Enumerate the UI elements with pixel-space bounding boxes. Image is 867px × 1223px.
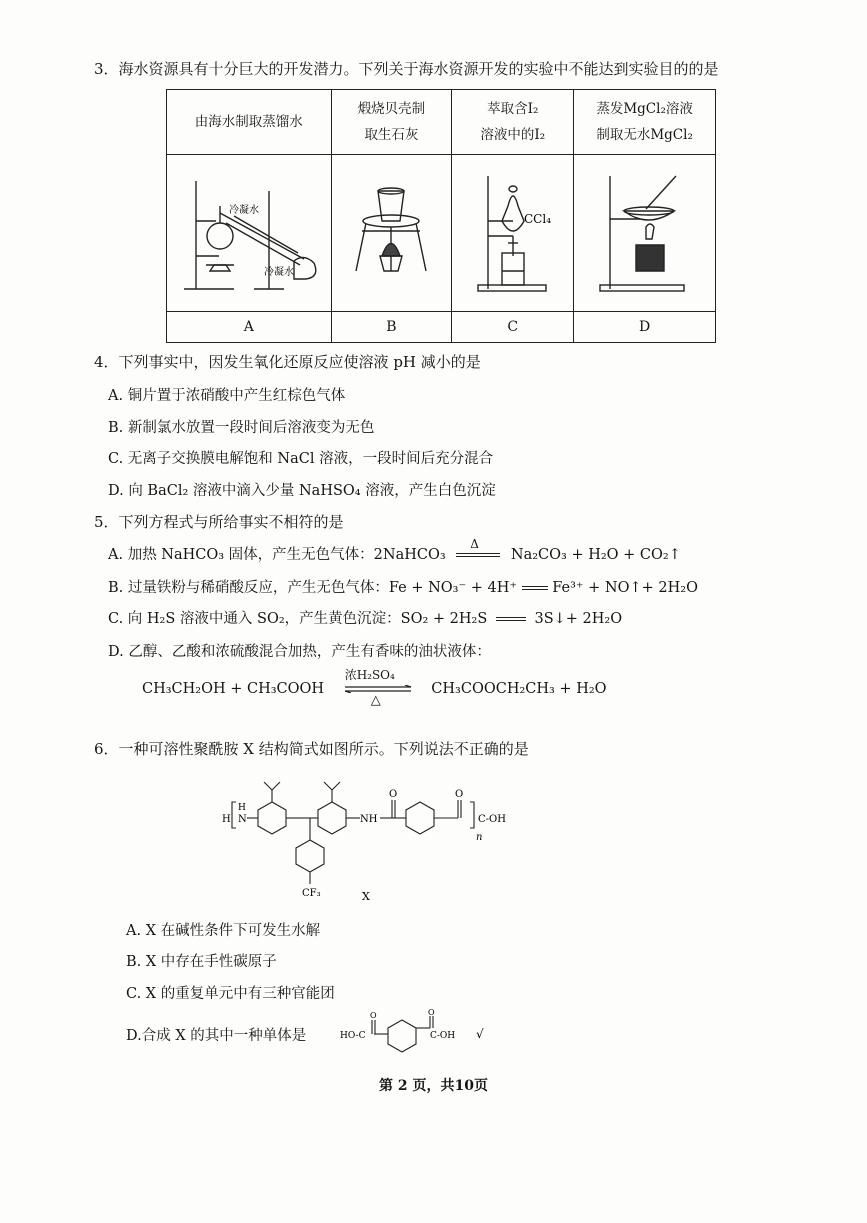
q5-option-c-products: 3S↓+ 2H₂O xyxy=(534,611,623,627)
q3-header-b: 煅烧贝壳制 取生石灰 xyxy=(331,90,452,155)
catalyst-label: 浓H₂SO₄ xyxy=(344,668,395,682)
q3-figure-c xyxy=(452,155,574,312)
q4-option-a: A. 铜片置于浓硝酸中产生红棕色气体 xyxy=(108,388,346,404)
compound-x-label: X xyxy=(362,890,370,903)
terminal-h-label: H xyxy=(222,814,231,825)
amide-nh-label: NH xyxy=(360,814,378,825)
amide-o-label: O xyxy=(389,789,398,800)
q3-header-d: 蒸发MgCl₂溶液 制取无水MgCl₂ xyxy=(574,90,716,155)
q5-option-b-text: B. 过量铁粉与稀硝酸反应，产生无色气体：Fe + NO₃⁻ + 4H⁺ xyxy=(108,580,518,596)
q3-experiment-table xyxy=(166,89,716,343)
q4-stem: 4．下列事实中，因发生氧化还原反应使溶液 pH 减小的是 xyxy=(94,353,481,371)
q6-stem: 6．一种可溶性聚酰胺 X 结构简式如图所示。下列说法不正确的是 xyxy=(94,740,529,758)
repeat-n-label: n xyxy=(476,832,483,843)
acid-cooh-label: C-OH xyxy=(478,814,506,825)
q3-choice-d: D xyxy=(574,312,716,343)
page-footer: 第 2 页，共10页 xyxy=(379,1078,488,1094)
esterification-reactants: CH₃CH₂OH + CH₃COOH xyxy=(142,681,325,697)
acid-o-label: O xyxy=(455,789,464,800)
reversible-arrow xyxy=(343,668,413,708)
check-mark-icon: √ xyxy=(476,1027,484,1041)
condenser-water-label-top: 冷凝水 xyxy=(228,205,259,216)
q5-esterification-equation xyxy=(142,668,607,708)
q6-option-d-text: D.合成 X 的其中一种单体是 xyxy=(126,1028,307,1044)
q4-option-b: B. 新制氯水放置一段时间后溶液变为无色 xyxy=(108,420,375,436)
esterification-products: CH₃COOCH₂CH₃ + H₂O xyxy=(431,681,607,697)
q5-option-b-products: Fe³⁺ + NO↑+ 2H₂O xyxy=(552,580,698,596)
monomer-left-label: HO-C xyxy=(340,1031,366,1041)
monomer-right-label: C-OH xyxy=(430,1031,456,1041)
q6-option-b: B. X 中存在手性碳原子 xyxy=(126,954,277,970)
ccl4-label: CCl₄ xyxy=(523,212,551,226)
q6-option-d xyxy=(126,1024,306,1045)
q5-option-d: D. 乙醇、乙酸和浓硫酸混合加热，产生有香味的油状液体： xyxy=(108,644,491,660)
q3-figure-d xyxy=(574,155,716,312)
q4-option-c: C. 无离子交换膜电解饱和 NaCl 溶液，一段时间后充分混合 xyxy=(108,451,494,467)
q5-option-a-text: A. 加热 NaHCO₃ 固体，产生无色气体：2NaHCO₃ xyxy=(108,547,446,563)
q5-stem: 5．下列方程式与所给事实不相符的是 xyxy=(94,513,344,531)
q5-option-c xyxy=(108,607,622,628)
cf3-label: CF₃ xyxy=(302,888,321,899)
equals-sign xyxy=(496,617,526,621)
q3-choice-a: A xyxy=(167,312,332,343)
q5-option-a-products: Na₂CO₃ + H₂O + CO₂↑ xyxy=(510,547,681,563)
q4-option-d: D. 向 BaCl₂ 溶液中滴入少量 NaHSO₄ 溶液，产生白色沉淀 xyxy=(108,483,496,499)
q3-figure-b xyxy=(331,155,452,312)
left-n-label: N xyxy=(238,814,247,825)
monomer-right-o: O xyxy=(428,1008,435,1017)
q3-header-c: 萃取含I₂ 溶液中的I₂ xyxy=(452,90,574,155)
distillation-apparatus-figure xyxy=(174,161,324,301)
q3-figure-a xyxy=(167,155,332,312)
condenser-water-label-bottom: 冷凝水 xyxy=(263,267,294,278)
q3-choice-c: C xyxy=(452,312,574,343)
q5-option-b xyxy=(108,576,698,597)
equals-sign xyxy=(522,586,548,590)
heat-arrow xyxy=(456,537,500,557)
q3-header-a: 由海水制取蒸馏水 xyxy=(167,90,332,155)
q6-option-a: A. X 在碱性条件下可发生水解 xyxy=(126,923,321,939)
polyamide-structure-figure xyxy=(220,772,540,912)
q3-stem: 3．海水资源具有十分巨大的开发潜力。下列关于海水资源开发的实验中不能达到实验目的的是 xyxy=(94,60,719,78)
heat-symbol: Δ xyxy=(470,537,479,551)
separatory-funnel-figure xyxy=(458,161,568,301)
crucible-heating-figure xyxy=(336,161,446,301)
evaporation-figure xyxy=(580,161,710,301)
equilibrium-arrow-icon xyxy=(343,685,413,693)
heat-triangle: △ xyxy=(370,693,381,708)
isophthalic-acid-structure xyxy=(340,1008,500,1056)
q6-option-c: C. X 的重复单元中有三种官能团 xyxy=(126,986,335,1002)
left-nh-h-label: H xyxy=(238,803,246,813)
q3-choice-b: B xyxy=(331,312,452,343)
q5-option-c-text: C. 向 H₂S 溶液中通入 SO₂，产生黄色沉淀：SO₂ + 2H₂S xyxy=(108,611,488,627)
monomer-left-o: O xyxy=(370,1011,377,1020)
q5-option-a xyxy=(108,537,681,564)
